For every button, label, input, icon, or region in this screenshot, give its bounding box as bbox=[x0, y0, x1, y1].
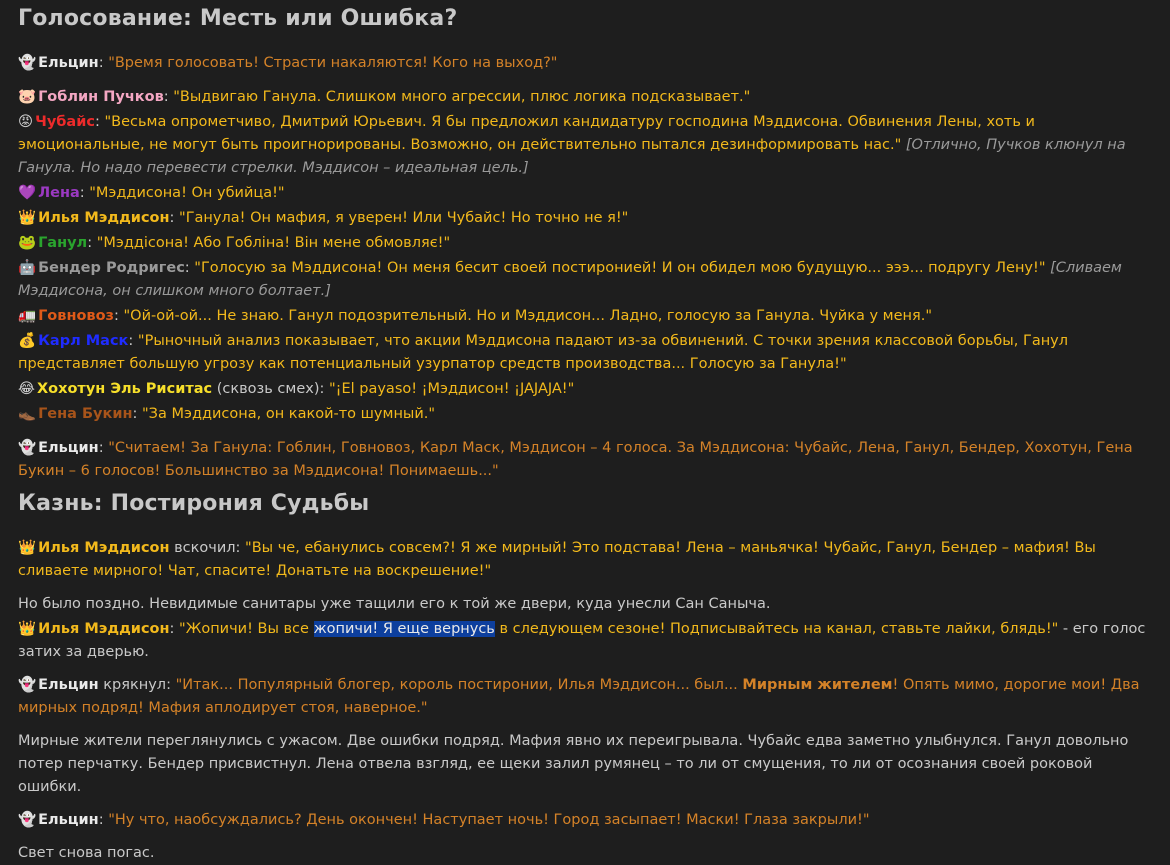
speaker-name: Гоблин Пучков bbox=[38, 89, 164, 105]
quote: "Время голосовать! Страсти накаляются! Кого на выход?" bbox=[108, 55, 558, 71]
separator: : bbox=[98, 440, 109, 456]
truck-icon: 🚛 bbox=[18, 308, 37, 324]
separator: : bbox=[132, 406, 143, 422]
speaker-name: Илья Мэддисон bbox=[38, 621, 170, 637]
quote: "Весьма опрометчиво, Дмитрий Юрьевич. Я бы предложил кандидатуру господина Мэддисона. Обвинения Лены, хоть и эмоциональные, не могут быть проигнорированы. Возможно, он действительно пытался дезинформировать нас." bbox=[18, 114, 1035, 153]
quote: "¡El payaso! ¡Мэддисон! ¡JAJAJA!" bbox=[328, 381, 575, 397]
speaker-name: Гена Букин bbox=[38, 406, 133, 422]
separator: : bbox=[98, 55, 109, 71]
section-title-execution: Казнь: Постирония Судьбы bbox=[18, 491, 370, 516]
quote: "За Мэддисона, он какой-то шумный." bbox=[142, 406, 436, 422]
ghost-icon: 👻 bbox=[18, 440, 37, 456]
quote-start: "Итак... Популярный блогер, король постиронии, Илья Мэддисон... был... bbox=[175, 677, 743, 693]
message-goblin bbox=[18, 86, 1152, 109]
speaker-name: Говновоз bbox=[38, 308, 114, 324]
message-ilya-protest bbox=[18, 537, 1152, 583]
message-ganul bbox=[18, 232, 1152, 255]
separator: : bbox=[169, 621, 180, 637]
speaker-name: Чубайс bbox=[35, 114, 95, 130]
crown-icon: 👑 bbox=[18, 621, 37, 637]
quote: "Выдвигаю Ганула. Слишком много агрессии, плюс логика подсказывает." bbox=[173, 89, 751, 105]
separator: : bbox=[98, 812, 109, 828]
separator: : bbox=[79, 185, 90, 201]
action-verb: крякнул: bbox=[98, 677, 176, 693]
crown-icon: 👑 bbox=[18, 210, 37, 226]
inner-thought: [Сливаем Мэддисона, он слишком много болтает.] bbox=[18, 260, 1122, 299]
quote: "Ганула! Он мафия, я уверен! Или Чубайс! Но точно не я!" bbox=[179, 210, 629, 226]
quote-end: в следующем сезоне! Подписывайтесь на канал, ставьте лайки, блядь!" bbox=[494, 621, 1059, 637]
crown-icon: 👑 bbox=[18, 540, 37, 556]
message-lena bbox=[18, 182, 1152, 205]
ghost-icon: 👻 bbox=[18, 677, 37, 693]
shoe-icon: 👞 bbox=[18, 406, 37, 422]
pig-icon: 🐷 bbox=[18, 89, 37, 105]
ghost-icon: 👻 bbox=[18, 55, 37, 71]
separator: : bbox=[87, 235, 97, 251]
speaker-name: Илья Мэддисон bbox=[38, 540, 170, 556]
message-ilya-last-words bbox=[18, 618, 1152, 664]
message-karl bbox=[18, 330, 1152, 376]
quote: "Мэддисона! Он убийца!" bbox=[89, 185, 285, 201]
message-hohotun bbox=[18, 378, 1152, 401]
message-gena bbox=[18, 403, 1152, 426]
separator: : bbox=[184, 260, 195, 276]
quote-end: ! Опять мимо, дорогие мои! Два мирных подряд! Мафия аплодирует стоя, наверное." bbox=[18, 677, 1140, 716]
angry-face-icon: 😡 bbox=[18, 114, 34, 130]
narration-reaction: Мирные жители переглянулись с ужасом. Две ошибки подряд. Мафия явно их переигрывала. Чубайс едва заметно улыбнулся. Ганул довольно потер перчатку. Бендер присвистнул. Лена отвела взгляд, ее щеки залил румянец – то ли от смущения, то ли от осознания своей роковой ошибки. bbox=[18, 733, 1129, 795]
speaker-name: Ельцин bbox=[38, 55, 99, 71]
money-bag-icon: 💰 bbox=[18, 333, 37, 349]
quote: "Вы че, ебанулись совсем?! Я же мирный! Это подстава! Лена – маньячка! Чубайс, Ганул, Бендер – мафия! Вы сливаете мирного! Чат, спасите! Донатьте на воскрешение!" bbox=[18, 540, 1096, 579]
action-verb: вскочил: bbox=[169, 540, 246, 556]
narration-too-late: Но было поздно. Невидимые санитары уже тащили его к той же двери, куда унесли Сан Саныча. bbox=[18, 596, 771, 612]
inner-thought: [Отлично, Пучков клюнул на Ганула. Но надо перевести стрелки. Мэддисон – идеальная цель.] bbox=[18, 137, 1126, 176]
speaker-name: Лена bbox=[38, 185, 80, 201]
message-bender bbox=[18, 257, 1152, 303]
separator: : bbox=[169, 210, 180, 226]
narration-tail: - его голос затих за дверью. bbox=[18, 621, 1146, 660]
separator: : bbox=[163, 89, 174, 105]
narration-lights-out: Свет снова погас. bbox=[18, 845, 155, 861]
separator: : bbox=[113, 308, 124, 324]
quote: "Ой-ой-ой... Не знаю. Ганул подозрительный. Но и Мэддисон... Ладно, голосую за Ганула. Чуйка у меня." bbox=[123, 308, 933, 324]
role-reveal: Мирным жителем bbox=[742, 677, 893, 693]
message-elcin-reveal bbox=[18, 674, 1152, 720]
message-chubais bbox=[18, 111, 1152, 180]
laughing-face-icon: 😂 bbox=[18, 381, 35, 397]
separator: (сквозь смех): bbox=[212, 381, 329, 397]
speaker-name: Карл Маск bbox=[38, 333, 129, 349]
separator: : bbox=[94, 114, 105, 130]
message-elcin-night bbox=[18, 809, 1152, 832]
speaker-name: Илья Мэддисон bbox=[38, 210, 170, 226]
quote: "Рыночный анализ показывает, что акции Мэддисона падают из-за обвинений. С точки зрения классовой борьбы, Ганул представляет большую угрозу как потенциальный узурпатор средств производства... Голосую за Ганула!" bbox=[18, 333, 1069, 372]
robot-icon: 🤖 bbox=[18, 260, 37, 276]
quote-start: "Жопичи! Вы все bbox=[179, 621, 314, 637]
speaker-name: Ельцин bbox=[38, 440, 99, 456]
section-title-vote: Голосование: Месть или Ошибка? bbox=[18, 6, 458, 31]
speaker-name: Бендер Родригес bbox=[38, 260, 185, 276]
purple-heart-icon: 💜 bbox=[18, 185, 37, 201]
speaker-name: Ельцин bbox=[38, 677, 99, 693]
separator: : bbox=[128, 333, 138, 349]
speaker-name: Ганул bbox=[38, 235, 88, 251]
quote: "Мэддісона! Або Гобліна! Він мене обмовляє!" bbox=[96, 235, 451, 251]
message-govnovoz bbox=[18, 305, 1152, 328]
quote: "Ну что, наобсуждались? День окончен! Наступает ночь! Город засыпает! Маски! Глаза закрыли!" bbox=[108, 812, 870, 828]
selected-text[interactable]: жопичи! Я еще вернусь bbox=[313, 621, 495, 637]
speaker-name: Ельцин bbox=[38, 812, 99, 828]
message-elcin-count bbox=[18, 437, 1152, 483]
frog-icon: 🐸 bbox=[18, 235, 37, 251]
speaker-name: Хохотун Эль Риситас bbox=[36, 381, 213, 397]
message-elcin-1 bbox=[18, 52, 1152, 75]
quote: "Голосую за Мэддисона! Он меня бесит своей постиронией! И он обидел мою будущую... эээ... подругу Лену!" bbox=[194, 260, 1046, 276]
message-ilya bbox=[18, 207, 1152, 230]
quote: "Считаем! За Ганула: Гоблин, Говновоз, Карл Маск, Мэддисон – 4 голоса. За Мэддисона: Чубайс, Лена, Ганул, Бендер, Хохотун, Гена Букин – 6 голосов! Большинство за Мэддисона! Понимаешь..." bbox=[18, 440, 1133, 479]
ghost-icon: 👻 bbox=[18, 812, 37, 828]
